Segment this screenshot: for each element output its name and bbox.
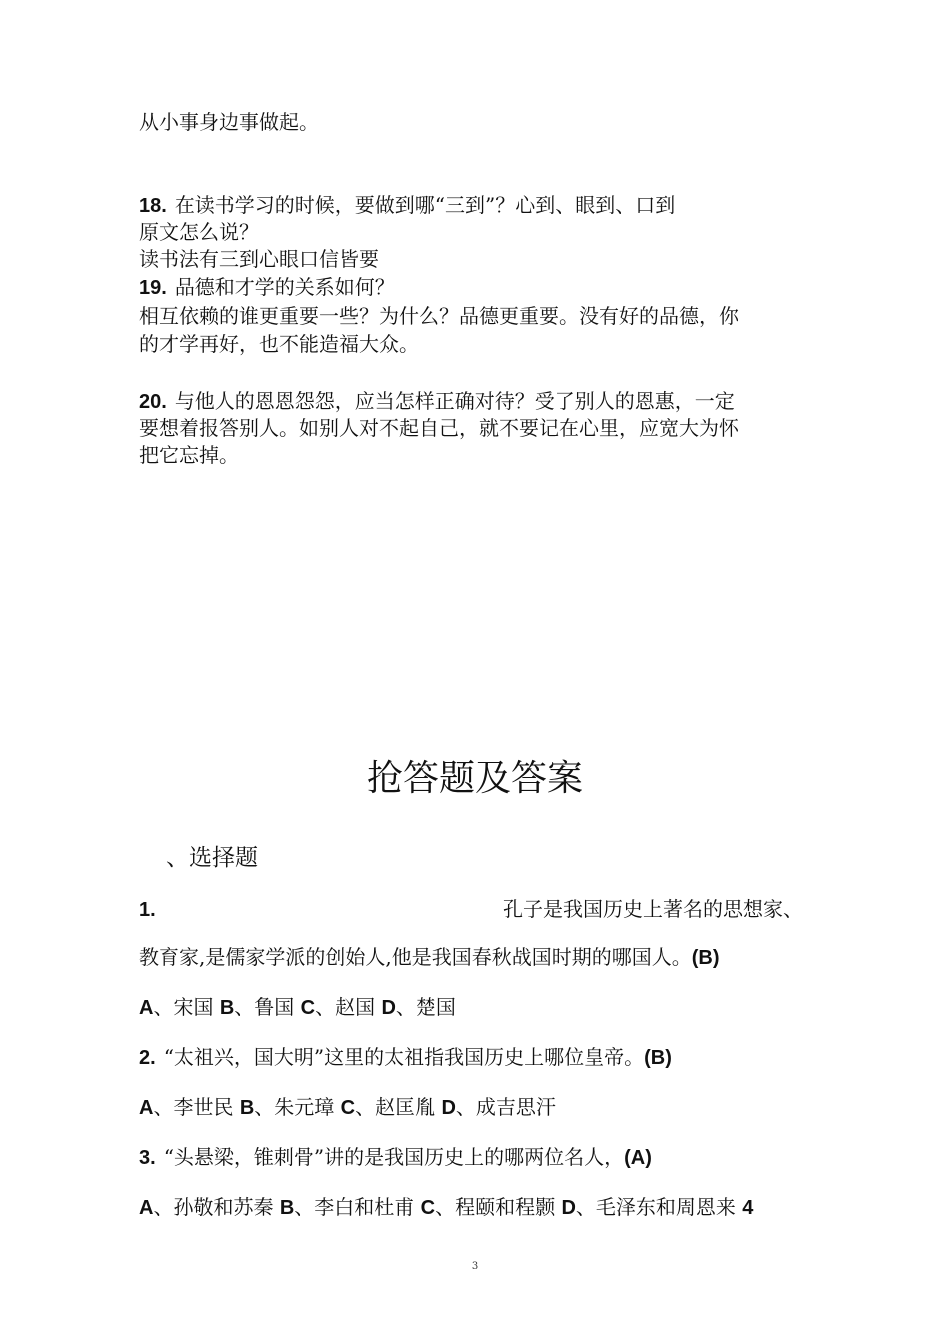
question-number: 1.: [139, 899, 156, 921]
question-number: 3.: [139, 1147, 156, 1169]
question-19: [139, 273, 395, 302]
mc-question-2: [139, 1043, 672, 1072]
question-18-line2: 原文怎么说？: [139, 220, 259, 244]
mc-question-1-text: 孔子是我国历史上著名的思想家、: [503, 897, 803, 921]
question-text: “头悬梁，锥刺骨”讲的是我国历史上的哪两位名人，: [163, 1145, 625, 1169]
question-number: 18.: [139, 195, 167, 217]
question-text: “太祖兴，国大明”这里的太祖指我国历史上哪位皇帝。: [163, 1045, 645, 1069]
answer-key: (B): [691, 947, 720, 969]
option-letter: C: [340, 1097, 356, 1119]
option-letter: A: [139, 997, 154, 1019]
question-20-line2: 要想着报答别人。如别人对不起自己，就不要记在心里，应宽大为怀: [139, 416, 739, 440]
option-letter: A: [139, 1197, 154, 1219]
option-text: 、孙敬和苏秦: [153, 1195, 280, 1219]
answer-key: (B): [644, 1047, 672, 1069]
section-heading: 、选择题: [166, 845, 258, 871]
question-text: 在读书学习的时候，要做到哪“三到”？心到、眼到、口到: [174, 193, 676, 217]
option-text: 、程颐和程颢: [435, 1195, 562, 1219]
option-text: 、李白和杜甫: [294, 1195, 421, 1219]
option-text: 、赵国: [315, 995, 382, 1019]
mc-question-3-options: [139, 1193, 753, 1222]
option-letter: D: [381, 997, 396, 1019]
question-text: 品德和才学的关系如何？: [174, 275, 395, 299]
option-letter: B: [279, 1197, 295, 1219]
question-text: 教育家,是儒家学派的创始人,他是我国春秋战国时期的哪国人。: [139, 945, 692, 969]
question-19-line2: 相互依赖的谁更重要一些？为什么？品德更重要。没有好的品德，你: [139, 304, 739, 328]
option-text: 、李世民: [153, 1095, 240, 1119]
question-18-answer: 读书法有三到心眼口信皆要: [139, 247, 379, 271]
page-number: 3: [471, 1261, 479, 1272]
question-20: [139, 387, 735, 416]
mc-question-1-number: [139, 895, 164, 924]
option-letter: D: [561, 1197, 576, 1219]
option-text: 、楚国: [395, 995, 456, 1019]
page-title: 抢答题及答案: [366, 758, 583, 799]
option-text: 、赵匡胤: [355, 1095, 442, 1119]
trailing-number: 4: [742, 1197, 754, 1219]
question-number: 2.: [139, 1047, 156, 1069]
option-text: 、鲁国: [234, 995, 301, 1019]
option-letter: B: [239, 1097, 255, 1119]
question-20-line3: 把它忘掉。: [139, 443, 239, 467]
question-text: 与他人的恩恩怨怨，应当怎样正确对待？受了别人的恩惠，一定: [174, 389, 735, 413]
question-number: 20.: [139, 391, 167, 413]
option-letter: B: [219, 997, 235, 1019]
intro-line: 从小事身边事做起。: [139, 110, 319, 134]
mc-question-2-options: [139, 1093, 556, 1122]
mc-question-1-options: [139, 993, 456, 1022]
question-number: 19.: [139, 277, 167, 299]
question-19-line3: 的才学再好，也不能造福大众。: [139, 332, 419, 356]
option-letter: A: [139, 1097, 154, 1119]
answer-key: (A): [624, 1147, 652, 1169]
option-letter: D: [441, 1097, 456, 1119]
option-text: 、毛泽东和周恩来: [575, 1195, 743, 1219]
mc-question-1-line2: [139, 943, 719, 972]
option-letter: C: [420, 1197, 436, 1219]
option-text: 、成吉思汗: [455, 1095, 556, 1119]
option-text: 、宋国: [153, 995, 220, 1019]
question-18: [139, 191, 675, 220]
option-letter: C: [300, 997, 316, 1019]
option-text: 、朱元璋: [254, 1095, 341, 1119]
mc-question-3: [139, 1143, 652, 1172]
